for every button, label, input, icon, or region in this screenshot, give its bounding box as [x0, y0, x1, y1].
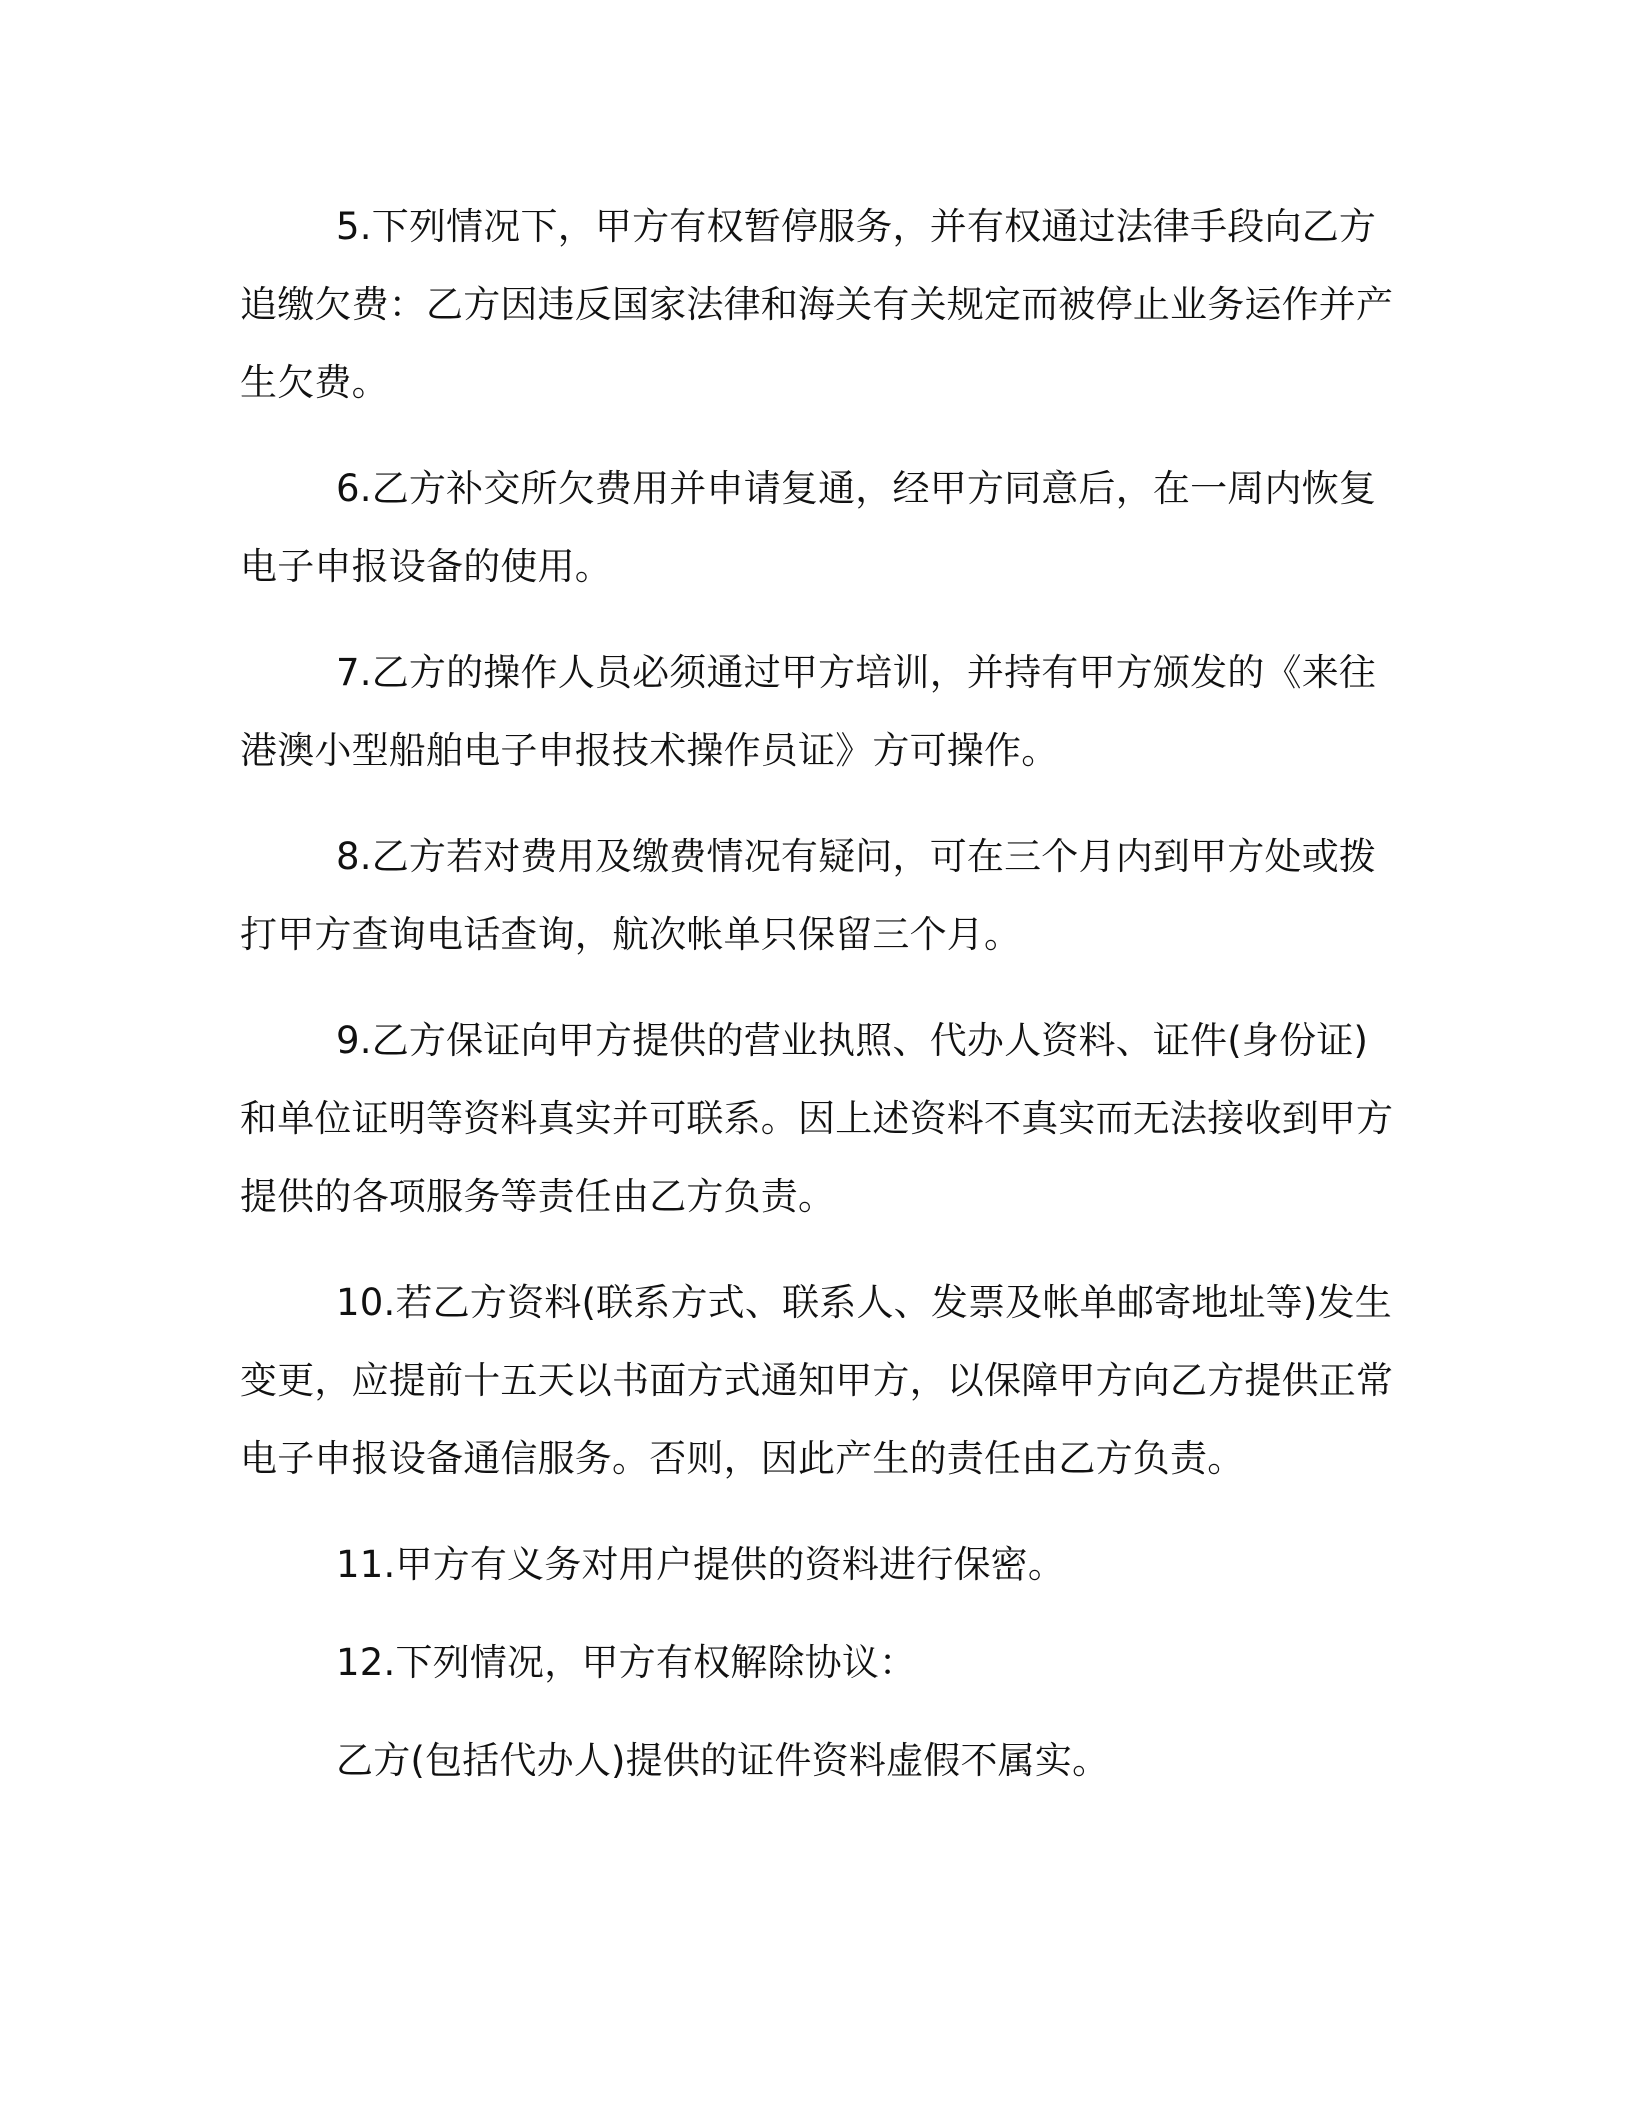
clause-5: 5.下列情况下，甲方有权暂停服务，并有权通过法律手段向乙方追缴欠费：乙方因违反国家法律和海关有关规定而被停止业务运作并产生欠费。	[240, 205, 1394, 404]
document-body	[240, 188, 1405, 1820]
clause-8: 8.乙方若对费用及缴费情况有疑问，可在三个月内到甲方处或拨打甲方查询电话查询，航次帐单只保留三个月。	[240, 835, 1377, 956]
clause-10: 10.若乙方资料(联系方式、联系人、发票及帐单邮寄地址等)发生变更，应提前十五天以书面方式通知甲方，以保障甲方向乙方提供正常电子申报设备通信服务。否则，因此产生的责任由乙方负责。	[240, 1281, 1394, 1480]
clause-12-item: 乙方(包括代办人)提供的证件资料虚假不属实。	[336, 1739, 1110, 1782]
clause-6: 6.乙方补交所欠费用并申请复通，经甲方同意后，在一周内恢复电子申报设备的使用。	[240, 467, 1377, 588]
clause-9: 9.乙方保证向甲方提供的营业执照、代办人资料、证件(身份证)和单位证明等资料真实并可联系。因上述资料不真实而无法接收到甲方提供的各项服务等责任由乙方负责。	[240, 1019, 1394, 1218]
clause-12: 12.下列情况，甲方有权解除协议：	[336, 1641, 917, 1684]
clause-11: 11.甲方有义务对用户提供的资料进行保密。	[336, 1543, 1066, 1586]
clause-7: 7.乙方的操作人员必须通过甲方培训，并持有甲方颁发的《来往港澳小型船舶电子申报技术操作员证》方可操作。	[240, 651, 1377, 772]
